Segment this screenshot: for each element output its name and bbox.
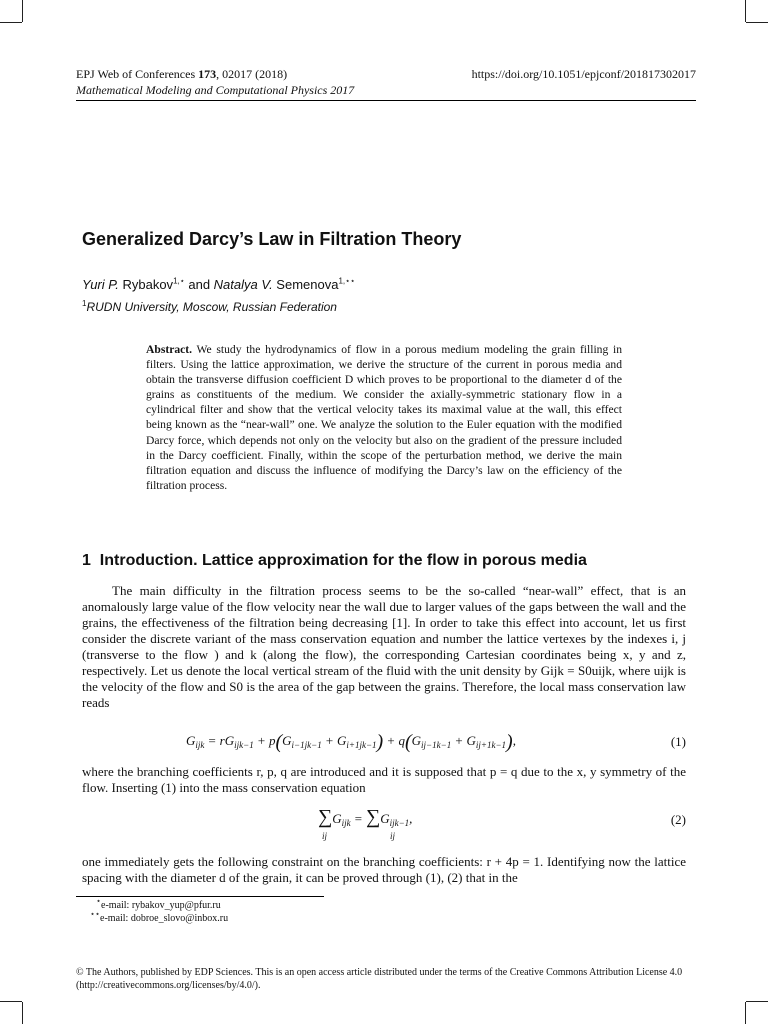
affiliation bbox=[82, 300, 337, 314]
crop-mark-bottom-left-v bbox=[22, 1002, 23, 1024]
journal-article: , 02017 (2018) bbox=[216, 67, 288, 81]
equation-2-sum-index-left: ij bbox=[322, 831, 328, 841]
equation-2: $\sum G_{ijk} = \sum G_{ijk-1}$, bbox=[318, 806, 413, 828]
equation-2-sum-index-right: ij bbox=[390, 831, 396, 841]
paragraph-constraint: one immediately gets the following constraint on the branching coefficients: r + 4p = 1. Identifying now the lattice spacing with the diameter d of the grain, it can be proved through (1), (2) that in the bbox=[82, 854, 686, 885]
footnote-2-text: e-mail: dobroe_slovo@inbox.ru bbox=[100, 913, 229, 924]
author-list bbox=[82, 277, 355, 292]
section-number: 1 bbox=[82, 552, 91, 569]
footnote-1-text: e-mail: rybakov_yup@pfur.ru bbox=[101, 900, 221, 911]
author-2-mark: 1,⋆⋆ bbox=[338, 276, 356, 286]
section-title: Introduction. Lattice approximation for the flow in porous media bbox=[99, 552, 587, 569]
section-heading bbox=[82, 552, 587, 570]
crop-mark-top-left-v bbox=[22, 0, 23, 22]
abstract bbox=[146, 342, 622, 493]
journal-name: EPJ Web of Conferences bbox=[76, 67, 199, 81]
author-conjunction: and bbox=[184, 277, 214, 292]
abstract-text: We study the hydrodynamics of flow in a porous medium modeling the grain filling in filters. Using the lattice approximation, we derive the structure of the current in porous media and obtain the transverse diffusion coefficient D which proves to be proportional to the diameter d of the grains as constituents of the medium. We consider the axially-symmetric stationary flow in a cylindrical filter and show that the vertical velocity takes its maximal value at the wall, this effect being known as the “near-wall” one. We analyze the solution to the Euler equation with the modified Darcy force, which depends not only on the velocity but also on the gradient of the pressure included in the Darcy coefficient. Finally, within the scope of the perturbation method, we derive the main filtration equation and discuss the influence of modifying the Darcy’s law on the efficiency of the filtration process. bbox=[146, 343, 622, 492]
affiliation-mark: 1 bbox=[82, 299, 87, 308]
footnote-2 bbox=[90, 909, 229, 925]
crop-mark-bottom-right-h bbox=[746, 1001, 768, 1002]
crop-mark-top-right-h bbox=[746, 22, 768, 23]
journal-volume: 173 bbox=[198, 67, 217, 81]
paragraph-branching: where the branching coefficients r, p, q are introduced and it is supposed that p = q due to the x, y symmetry of the flow. Inserting (1) into the mass conservation equation bbox=[82, 764, 686, 795]
running-header-conference: Mathematical Modeling and Computational Physics 2017 bbox=[76, 83, 355, 97]
crop-mark-bottom-left-h bbox=[0, 1001, 22, 1002]
footnote-1-mark: ⋆ bbox=[96, 896, 102, 906]
affiliation-text: RUDN University, Moscow, Russian Federation bbox=[86, 300, 337, 314]
author-1-family-name: Rybakov bbox=[118, 277, 174, 292]
author-2-family-name: Semenova bbox=[272, 277, 339, 292]
author-1-given-name: Yuri P. bbox=[82, 277, 119, 292]
equation-1-number: (1) bbox=[670, 734, 686, 749]
paragraph-intro: The main difficulty in the filtration process seems to be the so-called “near-wall” effect, that is an anomalously large value of the flow velocity near the wall due to larger values of the gaps between the wall and the grains, the effectiveness of the filtration being decreasing [1]. In order to take this effect into account, let us first consider the discrete variant of the mass conservation equation and number the lattice vertexes by the indexes i, j (transverse to the flow ) and k (along the flow), the corresponding Cartesian coordinates being x, y and z, respectively. Let us denote the local vertical stream of the fluid with the unit density by Gijk = S0uijk, where uijk is the velocity of the flow and S0 is the area of the gap between the grains. Therefore, the local mass conservation law reads bbox=[82, 583, 686, 710]
footnote-1 bbox=[96, 896, 221, 912]
copyright-notice: © The Authors, published by EDP Sciences. This is an open access article distributed under the terms of the Creative Commons Attribution License 4.0 (http://creativecommons.org/licenses/by/4.0/). bbox=[76, 967, 683, 991]
abstract-label: Abstract. bbox=[146, 343, 193, 356]
equation-2-number: (2) bbox=[670, 812, 686, 827]
running-header-doi[interactable]: https://doi.org/10.1051/epjconf/201817302017 bbox=[471, 67, 696, 81]
footnote-2-mark: ⋆⋆ bbox=[90, 909, 101, 919]
header-rule bbox=[76, 100, 696, 101]
crop-mark-bottom-right-v bbox=[745, 1002, 746, 1024]
author-1-mark: 1,⋆ bbox=[173, 276, 185, 286]
footnote-rule bbox=[76, 896, 324, 897]
author-2-given-name: Natalya V. bbox=[213, 277, 273, 292]
crop-mark-top-right-v bbox=[745, 0, 746, 22]
paper-title: Generalized Darcy’s Law in Filtration Theory bbox=[82, 229, 462, 249]
crop-mark-top-left-h bbox=[0, 22, 22, 23]
equation-1: $G_{ijk} = rG_{ijk-1} + p(G_{i-1jk-1} + G_{i+1jk-1}) + q(G_{ij-1k-1} + G_{ij+1k-1})$, bbox=[186, 731, 516, 753]
running-header-journal bbox=[76, 66, 287, 82]
